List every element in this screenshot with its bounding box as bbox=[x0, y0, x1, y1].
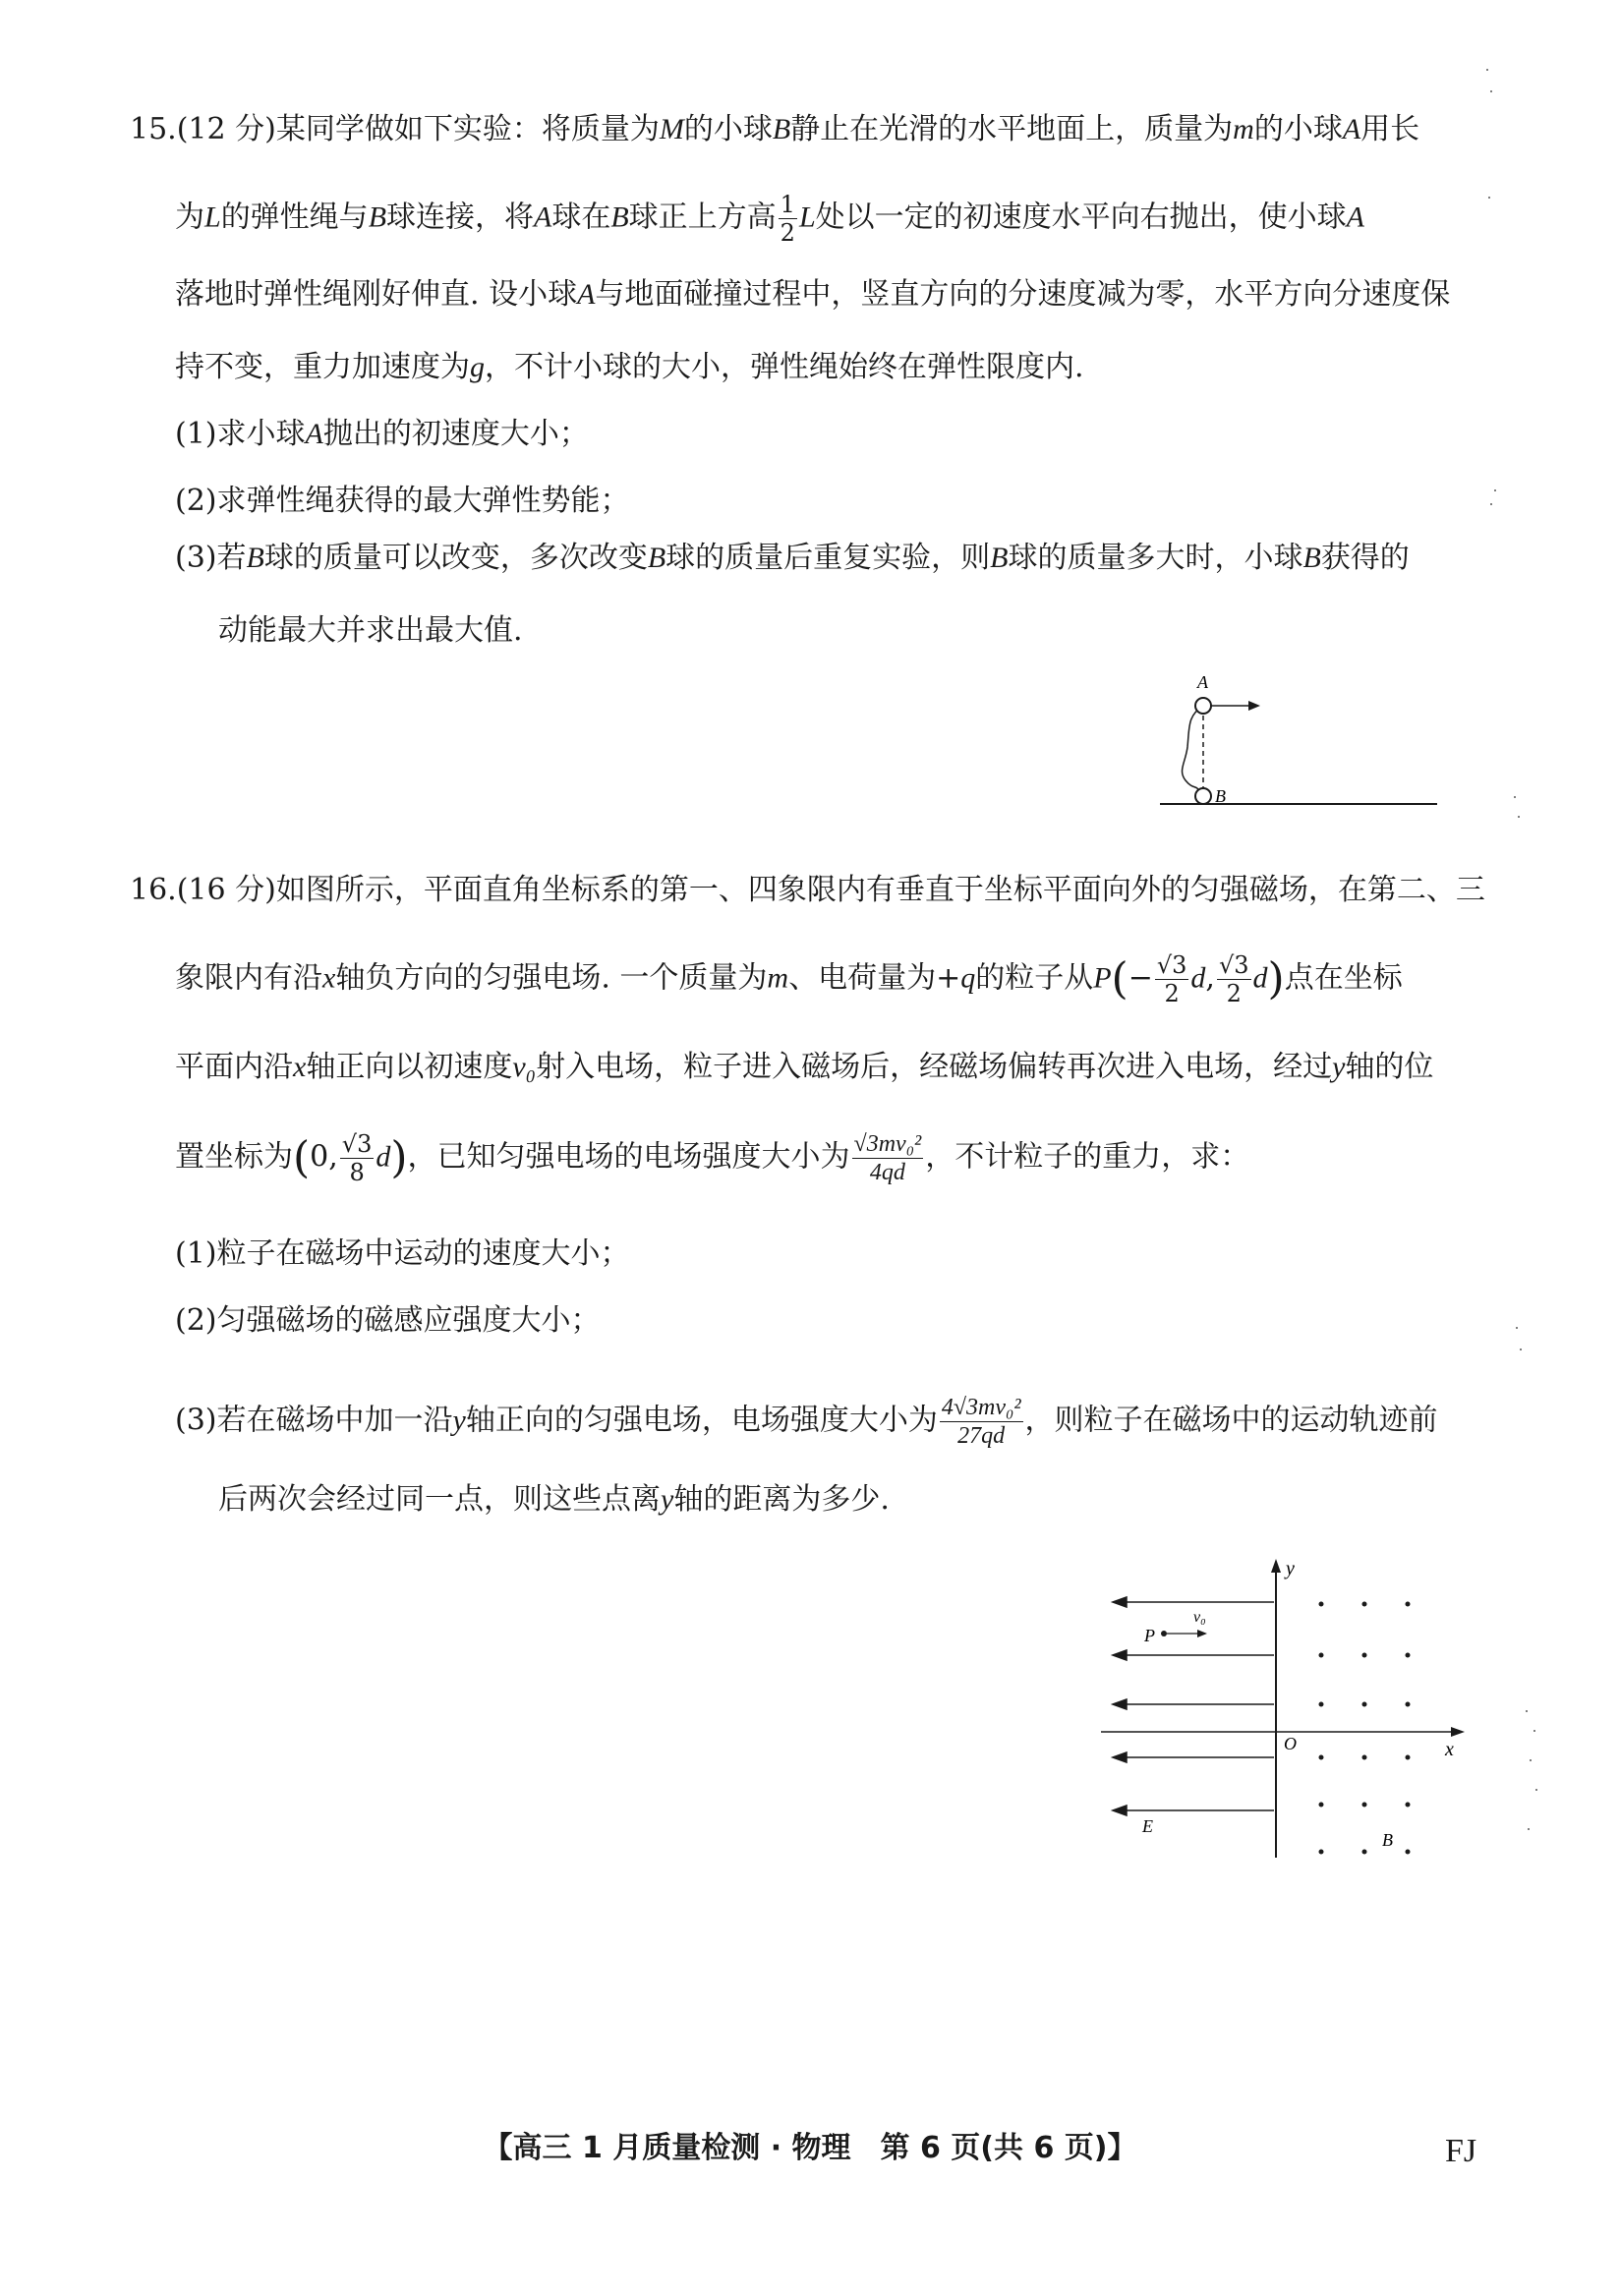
label-p: P bbox=[1144, 1626, 1155, 1645]
q15-figure bbox=[1150, 668, 1465, 816]
q15-part-1: (1)求小球A抛出的初速度大小； bbox=[175, 417, 589, 451]
fraction-field-strength: $\frac{\text{√3mv₀²}}{4qd}$ bbox=[853, 1131, 922, 1185]
label-a: A bbox=[1197, 672, 1208, 692]
q16-line-1: 16.(16 分)如图所示，平面直角坐标系的第一、四象限内有垂直于坐标平面向外的匀强磁场，在第二、三 bbox=[130, 873, 1485, 907]
label-x: x bbox=[1445, 1739, 1454, 1760]
q15-line-2: 为L的弹性绳与B球连接，将A球在B球正上方高 $\frac{1}{2}$ L处以一定的初速度水平向右抛出，使小球A bbox=[175, 191, 1364, 247]
electric-field-lines bbox=[1113, 1597, 1274, 1815]
q16-figure bbox=[1091, 1553, 1484, 1887]
q15-line-3: 落地时弹性绳刚好伸直. 设小球A与地面碰撞过程中，竖直方向的分速度减为零，水平方向分速度保 bbox=[175, 277, 1451, 312]
q16-line-4: 置坐标为(0, $\frac{√3}{8}$ d)，已知匀强电场的电场强度大小为 $\frac{\text{√3mv₀²}}{4qd}$ ，不计粒子的重力，求： bbox=[175, 1130, 1250, 1186]
q15-part-3-cont: 动能最大并求出最大值. bbox=[218, 613, 523, 648]
page-footer: 【高三 1 月质量检测 · 物理 第 6 页(共 6 页)】 bbox=[483, 2131, 1137, 2165]
exam-code: FJ bbox=[1445, 2133, 1477, 2169]
fraction-sqrt3-over-2-a: $\frac{√3}{2}$ bbox=[1156, 951, 1187, 1007]
q15-line-1: 15.(12 分)某同学做如下实验：将质量为M的小球B静止在光滑的水平地面上，质量为m的小球A用长 bbox=[130, 112, 1420, 146]
particle-p bbox=[1161, 1631, 1167, 1636]
label-b: B bbox=[1382, 1830, 1393, 1850]
q15-part-3: (3)若B球的质量可以改变，多次改变B球的质量后重复实验，则B球的质量多大时，小球B获得的 bbox=[175, 541, 1410, 575]
q16-part-3: (3)若在磁场中加一沿y轴正向的匀强电场，电场强度大小为 $\frac{\text{4√3mv₀²}}{27qd}$ ，则粒子在磁场中的运动轨迹前 bbox=[175, 1395, 1438, 1449]
label-y: y bbox=[1286, 1558, 1295, 1579]
velocity-v0-arrowhead bbox=[1197, 1630, 1207, 1637]
q16-line-2: 象限内有沿x轴负方向的匀强电场. 一个质量为m、电荷量为+q的粒子从P(− $\frac{√3}{2}$ d, $\frac{√3}{2}$ d)点在坐标 bbox=[175, 951, 1403, 1007]
fraction-field-strength-2: $\frac{\text{4√3mv₀²}}{27qd}$ bbox=[941, 1395, 1021, 1449]
q15-line-4: 持不变，重力加速度为g，不计小球的大小，弹性绳始终在弹性限度内. bbox=[175, 350, 1084, 384]
velocity-arrowhead bbox=[1248, 701, 1260, 711]
y-axis-arrowhead bbox=[1271, 1559, 1281, 1573]
label-o: O bbox=[1284, 1734, 1297, 1753]
q16-part-3-cont: 后两次会经过同一点，则这些点离y轴的距离为多少. bbox=[218, 1482, 890, 1517]
ball-b bbox=[1195, 788, 1211, 804]
q16-line-3: 平面内沿x轴正向以初速度v₀射入电场，粒子进入磁场后，经磁场偏转再次进入电场，经过y轴的位 bbox=[175, 1050, 1434, 1084]
q16-part-1: (1)粒子在磁场中运动的速度大小； bbox=[175, 1236, 630, 1271]
fraction-sqrt3-over-8: $\frac{√3}{8}$ bbox=[341, 1130, 373, 1186]
label-b: B bbox=[1215, 786, 1226, 806]
q15-part-2: (2)求弹性绳获得的最大弹性势能； bbox=[175, 484, 630, 518]
magnetic-field-dots bbox=[1319, 1602, 1411, 1855]
label-v0: v₀ bbox=[1193, 1609, 1206, 1626]
x-axis-arrowhead bbox=[1451, 1727, 1465, 1737]
label-e: E bbox=[1142, 1816, 1153, 1836]
fraction-sqrt3-over-2-b: $\frac{√3}{2}$ bbox=[1218, 951, 1249, 1007]
q16-part-2: (2)匀强磁场的磁感应强度大小； bbox=[175, 1303, 601, 1338]
ball-a bbox=[1195, 698, 1211, 714]
fraction-half: $\frac{1}{2}$ bbox=[780, 191, 795, 247]
elastic-rope bbox=[1183, 706, 1203, 792]
